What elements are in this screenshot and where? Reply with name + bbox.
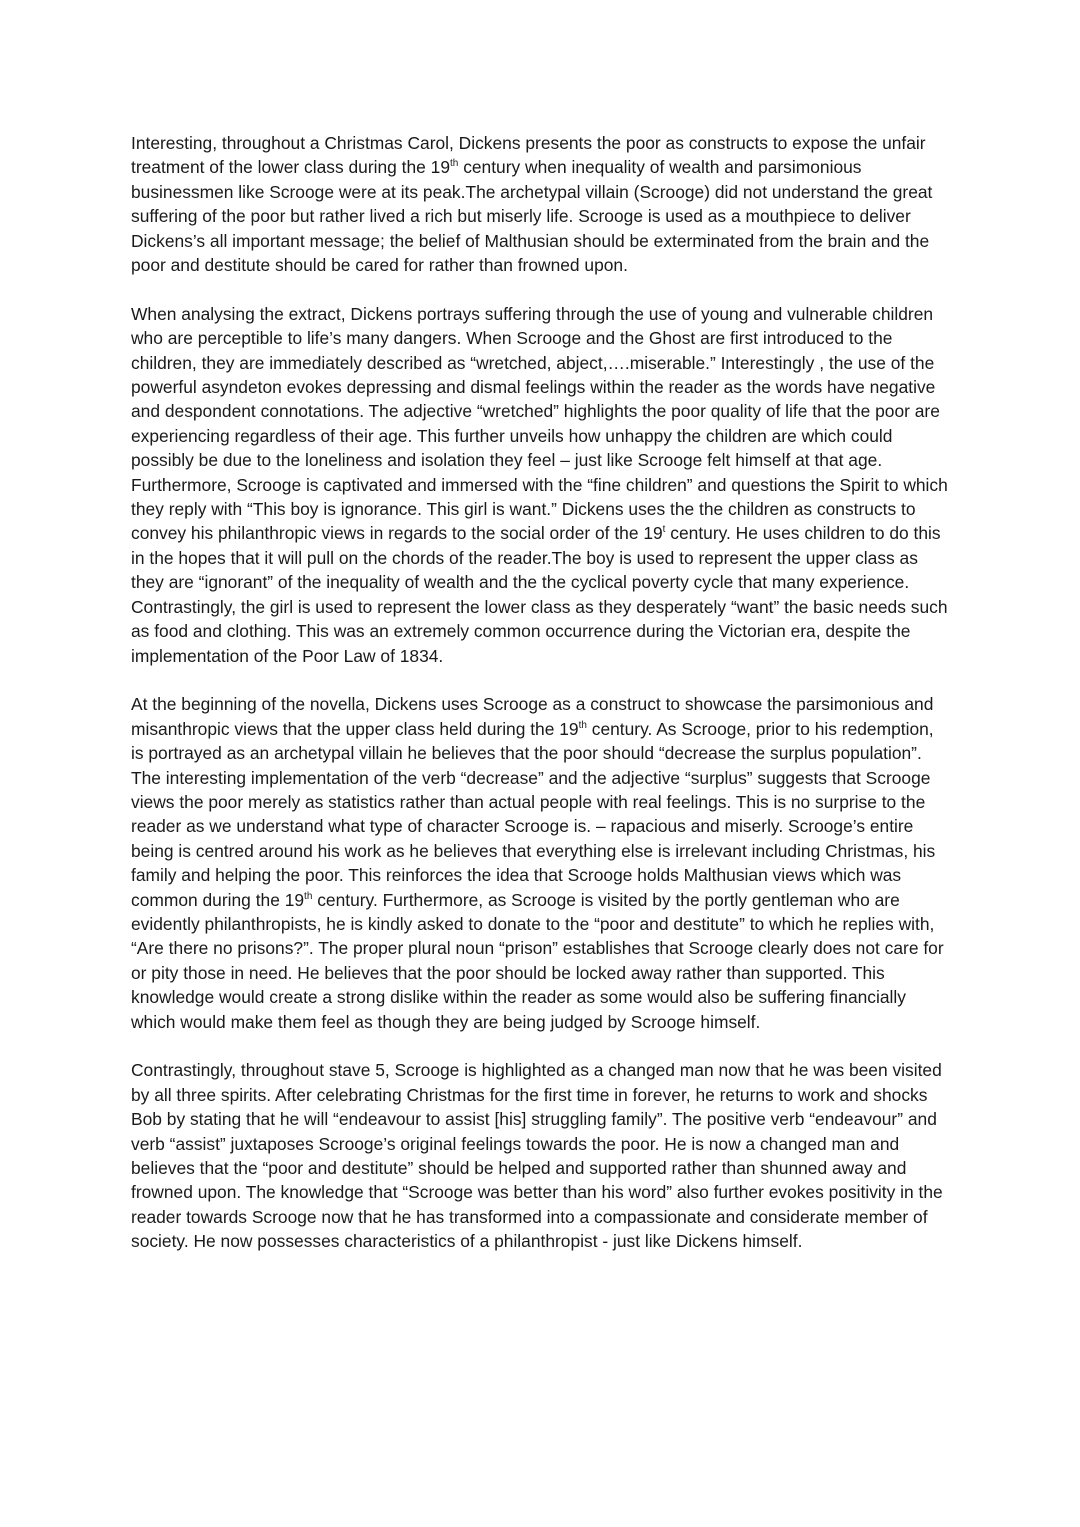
paragraph-text: Interesting, throughout a Christmas Carol, Dickens presents the poor as constructs to expose the unfair treatment of the lower class during the 19 <box>131 133 926 178</box>
paragraph-beginning-novella <box>131 692 951 1034</box>
paragraph-text: century. He uses children to do this in the hopes that it will pull on the chords of the reader.The boy is used to represent the upper class as they are “ignorant” of the inequality of wealth and the the cyclical poverty cycle that many experience. Contrastingly, the girl is used to represent the lower class as they desperately “want” the basic needs such as food and clothing. This was an extremely common occurrence during the Victorian era, despite the implementation of the Poor Law of 1834. <box>131 523 948 666</box>
paragraph-text: century. As Scrooge, prior to his redemption, is portrayed as an archetypal villain he believes that the poor should “decrease the surplus population”. The interesting implementation of the verb “decrease” and the adjective “surplus” suggests that Scrooge views the poor merely as statistics rather than actual people with real feelings. This is no surprise to the reader as we understand what type of character Scrooge is. – rapacious and miserly. Scrooge’s entire being is centred around his work as he believes that everything else is irrelevant including Christmas, his family and helping the poor. This reinforces the idea that Scrooge holds Malthusian views which was common during the 19 <box>131 718 936 910</box>
essay-page <box>131 131 951 1278</box>
paragraph-text: Contrastingly, throughout stave 5, Scrooge is highlighted as a changed man now that he was been visited by all three spirits. After celebrating Christmas for the first time in forever, he returns to work and shocks Bob by stating that he will “endeavour to assist [his] struggling family”. The positive verb “endeavour” and verb “assist” juxtaposes Scrooge’s original feelings towards the poor. He is now a changed man and believes that the “poor and destitute” should be helped and supported rather than shunned away and frowned upon. The knowledge that “Scrooge was better than his word” also further evokes positivity in the reader towards Scrooge now that he has transformed into a compassionate and considerate member of society. He now possesses characteristics of a philanthropist - just like Dickens himself. <box>131 1060 943 1252</box>
superscript-ordinal: th <box>578 719 587 731</box>
paragraph-introduction <box>131 131 951 277</box>
superscript-ordinal: th <box>304 890 313 902</box>
paragraph-text: At the beginning of the novella, Dickens uses Scrooge as a construct to showcase the parsimonious and misanthropic views that the upper class held during the 19 <box>131 694 934 739</box>
paragraph-text: century. Furthermore, as Scrooge is visited by the portly gentleman who are evidently philanthropists, he is kindly asked to donate to the “poor and destitute” to which he replies with, “Are there no prisons?”. The proper plural noun “prison” establishes that Scrooge clearly does not care for or pity those in need. He believes that the poor should be locked away rather than supported. This knowledge would create a strong dislike within the reader as some would also be suffering financially which would make them feel as though they are being judged by Scrooge himself. <box>131 889 944 1032</box>
superscript-ordinal: t <box>662 524 666 536</box>
paragraph-text: When analysing the extract, Dickens portrays suffering through the use of young and vulnerable children who are perceptible to life’s many dangers. When Scrooge and the Ghost are first introduced to the children, they are immediately described as “wretched, abject,….miserable.” Interestingly , the use of the powerful asyndeton evokes depressing and dismal feelings within the reader as the words have negative and despondent connotations. The adjective “wretched” highlights the poor quality of life that the poor are experiencing regardless of their age. This further unveils how unhappy the children are which could possibly be due to the loneliness and isolation they feel – just like Scrooge felt himself at that age. Furthermore, Scrooge is captivated and immersed with the “fine children” and questions the Spirit to which they reply with “This boy is ignorance. This girl is want.” Dickens uses the the children as constructs to convey his philanthropic views in regards to the social order of the 19 <box>131 303 948 544</box>
paragraph-stave-five <box>131 1058 951 1253</box>
paragraph-extract-analysis <box>131 302 951 668</box>
superscript-ordinal: th <box>450 158 459 170</box>
paragraph-text: century when inequality of wealth and parsimonious businessmen like Scrooge were at its peak.The archetypal villain (Scrooge) did not understand the great suffering of the poor but rather lived a rich but miserly life. Scrooge is used as a mouthpiece to deliver Dickens’s all important message; the belief of Malthusian should be exterminated from the brain and the poor and destitute should be cared for rather than frowned upon. <box>131 157 933 276</box>
